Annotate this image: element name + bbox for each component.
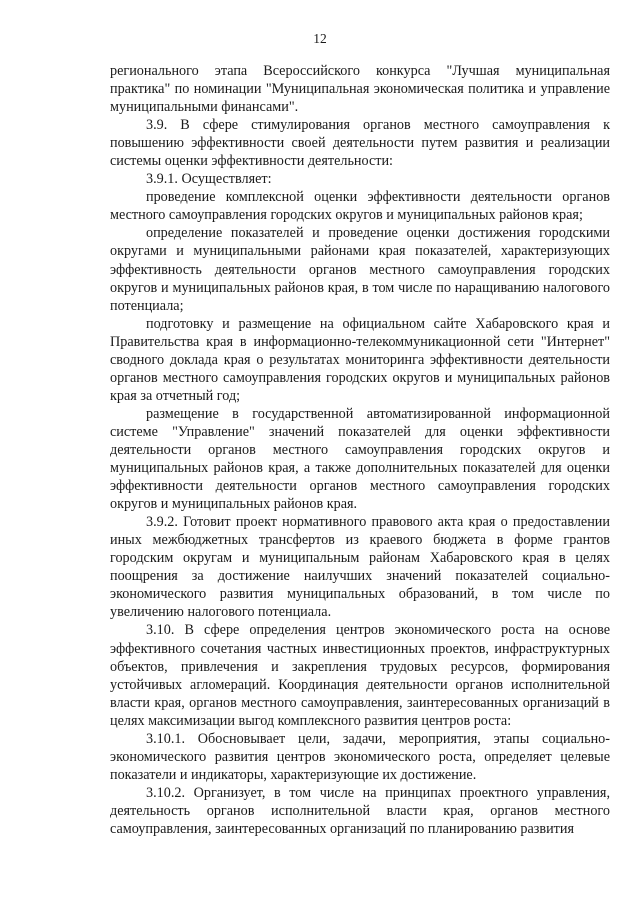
- paragraph: 3.10.1. Обосновывает цели, задачи, мероприятия, этапы социально-экономического развития центров экономического роста, определяет целевые показатели и индикаторы, характеризующие их достижение.: [110, 730, 610, 783]
- paragraph: проведение комплексной оценки эффективности деятельности органов местного самоуправления городских округов и муниципальных районов края;: [110, 189, 610, 224]
- paragraph: размещение в государственной автоматизированной информационной системе "Управление" значений показателей для оценки эффективности деятельности органов местного самоуправления городских округов и муниципальных районов края, а также дополнительных показателей для оценки эффективности деятельности органов местного самоуправления городских округов и муниципальных районов края.: [110, 405, 610, 513]
- paragraph: подготовку и размещение на официальном сайте Хабаровского края и Правительства края в информационно-телекоммуникационной сети "Интернет" сводного доклада края о результатах мониторинга эффективности деятельности органов местного самоуправления городских округов и муниципальных районов края за отчетный год;: [110, 315, 610, 404]
- paragraph: 3.9. В сфере стимулирования органов местного самоуправления к повышению эффективности своей деятельности путем развития и реализации системы оценки эффективности деятельности:: [110, 117, 610, 170]
- page-number: 12: [313, 31, 327, 46]
- paragraph: регионального этапа Всероссийского конкурса "Лучшая муниципальная практика" по номинации "Муниципальная экономическая политика и управление муниципальными финансами".: [110, 63, 610, 116]
- paragraph: определение показателей и проведение оценки достижения городскими округами и муниципальными районами края показателей, характеризующих эффективность деятельности органов местного самоуправления городских округов и муниципальных районов края, в том числе по наращиванию налогового потенциала;: [110, 225, 610, 314]
- paragraph: 3.10.2. Организует, в том числе на принципах проектного управления, деятельность органов исполнительной власти края, органов местного самоуправления, заинтересованных организаций по планированию развития: [110, 784, 610, 837]
- paragraph: 3.9.1. Осуществляет:: [146, 171, 272, 188]
- paragraph: 3.10. В сфере определения центров экономического роста на основе эффективного сочетания частных инвестиционных проектов, инфраструктурных объектов, привлечения и закрепления трудовых ресурсов, формирования устойчивых агломераций. Координация деятельности органов исполнительной власти края, органов местного самоуправления, заинтересованных организаций в целях максимизации выгод комплексного развития центров роста:: [110, 622, 610, 729]
- document-body: [110, 62, 610, 838]
- paragraph: 3.9.2. Готовит проект нормативного правового акта края о предоставлении иных межбюджетных трансфертов из краевого бюджета в форме грантов городским округам и муниципальным районам Хабаровского края в целях поощрения за достижение наилучших значений показателей социально-экономического развития муниципальных образований, в том числе по увеличению налогового потенциала.: [110, 514, 610, 621]
